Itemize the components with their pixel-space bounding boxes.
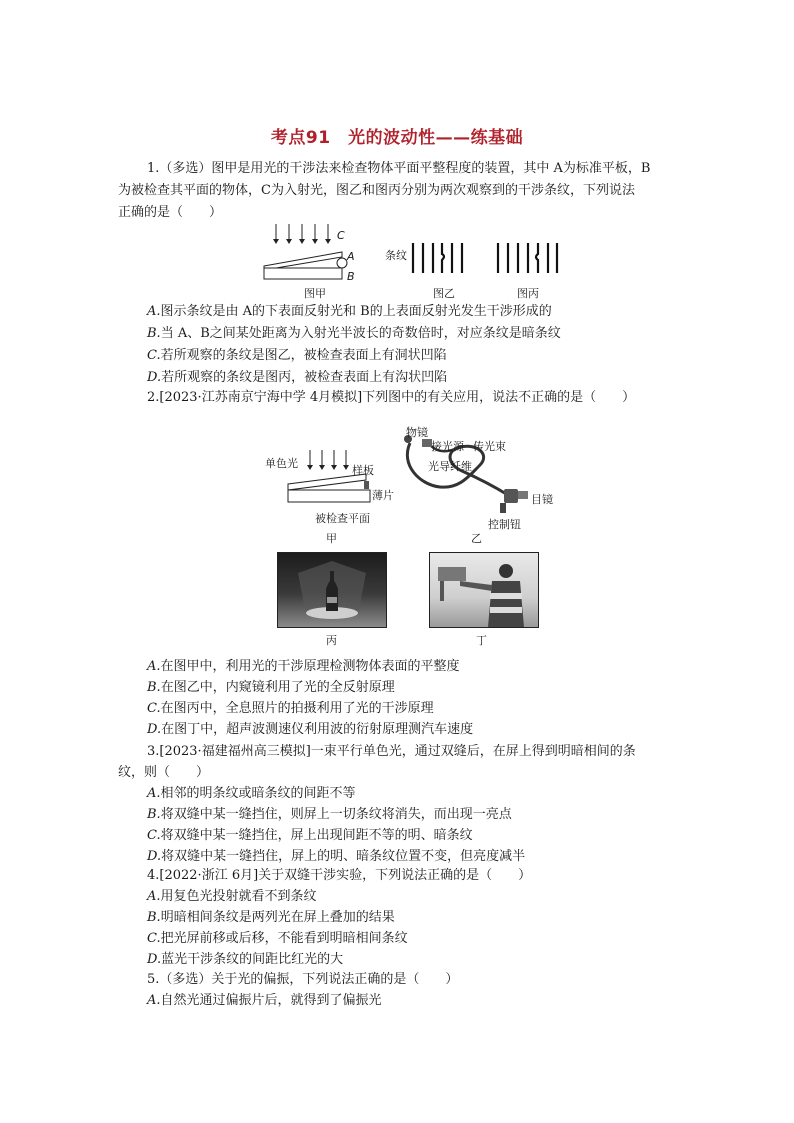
q2-photo-bing-hologram <box>277 552 387 628</box>
q2-option-c: C.在图丙中，全息照片的拍摄利用了光的干涉原理 <box>147 701 434 716</box>
q2-caption-ding: 丁 <box>476 634 487 647</box>
q2-yi-lens: 物镜 <box>406 426 428 439</box>
q2-option-b: B.在图乙中，内窥镜利用了光的全反射原理 <box>147 680 395 695</box>
q2-stem: 2.[2023·江苏南京宁海中学 4月模拟]下列图中的有关应用，说法不正确的是（ ） <box>147 390 636 405</box>
q1-option-a: A.图示条纹是由 A的下表面反射光和 B的上表面反射光发生干涉形成的 <box>147 304 552 319</box>
page-title: 考点91 光的波动性——练基础 <box>270 128 524 148</box>
q2-caption-jia: 甲 <box>326 532 337 545</box>
q2-caption-bing: 丙 <box>326 634 337 647</box>
q1-stem-line3: 正确的是（ ） <box>118 205 223 220</box>
q3-option-a: A.相邻的明条纹或暗条纹的间距不等 <box>147 786 356 801</box>
q3-stem-line1: 3.[2023·福建福州高三模拟]一束平行单色光，通过双缝后，在屏上得到明暗相间的条 <box>147 744 636 759</box>
q1-figure-yi-fringes <box>410 242 470 274</box>
q2-yi-fiber: 光导纤维 <box>428 460 472 473</box>
q2-caption-yi: 乙 <box>471 532 482 545</box>
q1-label-a: A <box>347 250 355 263</box>
q2-photo-ding-speed-radar <box>429 552 539 628</box>
q4-option-a: A.用复色光投射就看不到条纹 <box>147 889 317 904</box>
q1-label-b: B <box>347 270 355 283</box>
q2-jia-plate: 样板 <box>352 464 374 477</box>
q1-option-d: D.若所观察的条纹是图丙，被检查表面上有沟状凹陷 <box>147 370 448 385</box>
q1-caption-jia: 图甲 <box>304 287 326 300</box>
q1-fringe-label: 条纹 <box>385 249 407 262</box>
q2-option-a: A.在图甲中，利用光的干涉原理检测物体表面的平整度 <box>147 659 460 674</box>
q1-stem-line2: 为被检查其平面的物体，C为入射光，图乙和图丙分别为两次观察到的干涉条纹，下列说法 <box>118 183 635 198</box>
q2-jia-surface: 被检查平面 <box>315 512 370 525</box>
q2-yi-knob: 控制钮 <box>488 518 521 531</box>
q2-yi-source: 接光源 <box>431 440 464 453</box>
q5-stem: 5.（多选）关于光的偏振，下列说法正确的是（ ） <box>147 972 459 987</box>
q2-jia-light: 单色光 <box>265 457 298 470</box>
q1-option-b: B.当 A、B之间某处距离为入射光半波长的奇数倍时，对应条纹是暗条纹 <box>147 326 561 341</box>
q3-option-d: D.将双缝中某一缝挡住，屏上的明、暗条纹位置不变，但亮度减半 <box>147 849 526 864</box>
q1-option-c: C.若所观察的条纹是图乙，被检查表面上有洞状凹陷 <box>147 348 447 363</box>
q2-yi-eyepiece: 目镜 <box>531 493 553 506</box>
q3-option-b: B.将双缝中某一缝挡住，则屏上一切条纹将消失，而出现一亮点 <box>147 807 512 822</box>
q4-option-b: B.明暗相间条纹是两列光在屏上叠加的结果 <box>147 910 395 925</box>
q5-option-a: A.自然光通过偏振片后，就得到了偏振光 <box>147 993 382 1008</box>
q1-label-c: C <box>337 229 345 242</box>
q2-yi-beam: 传光束 <box>473 440 506 453</box>
q2-option-d: D.在图丁中，超声波测速仪利用波的衍射原理测汽车速度 <box>147 722 474 737</box>
q3-stem-line2: 纹，则（ ） <box>118 765 210 780</box>
q1-figure-bing-fringes <box>495 242 561 274</box>
q1-stem-line1: 1.（多选）图甲是用光的干涉法来检查物体平面平整程度的装置，其中 A为标准平板，B <box>147 161 651 176</box>
q3-option-c: C.将双缝中某一缝挡住，屏上出现间距不等的明、暗条纹 <box>147 828 473 843</box>
q1-caption-bing: 图丙 <box>517 287 539 300</box>
q1-caption-yi: 图乙 <box>433 287 455 300</box>
q2-jia-film: 薄片 <box>372 489 394 502</box>
q4-option-c: C.把光屏前移或后移，不能看到明暗相间条纹 <box>147 931 408 946</box>
q4-stem: 4.[2022·浙江 6月]关于双缝干涉实验，下列说法正确的是（ ） <box>147 868 532 883</box>
q4-option-d: D.蓝光干涉条纹的间距比红光的大 <box>147 952 344 967</box>
